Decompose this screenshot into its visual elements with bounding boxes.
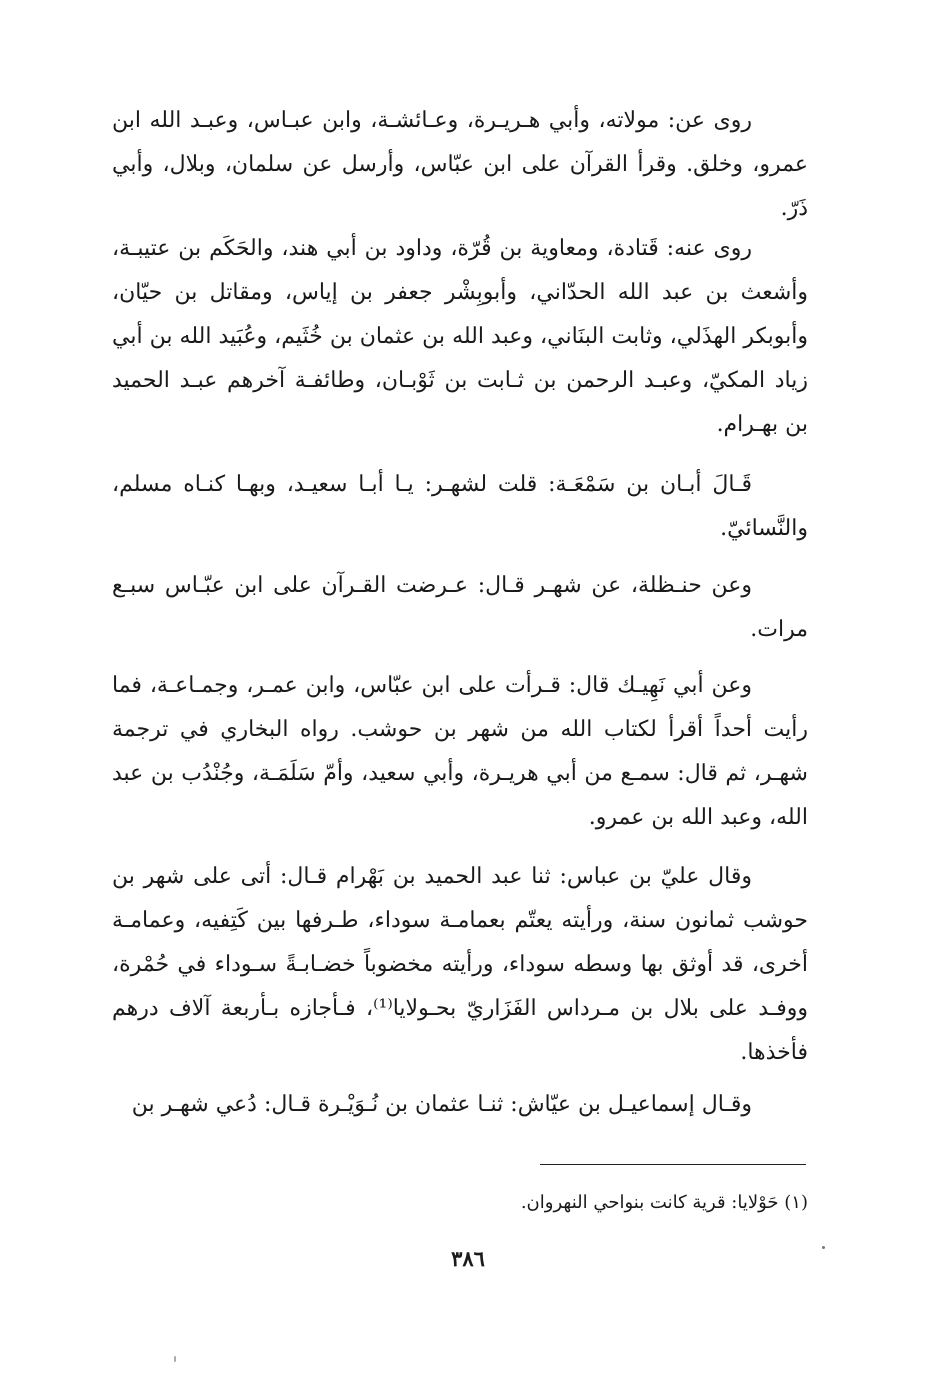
- paragraph-text: وقال عليّ بن عباس: ثنا عبد الحميد بن بَهْرام قـال: أتى على شهر بن حوشب ثمانون سنة، ورأيته يعتّم بعمامـة سوداء، طـرفها بين كَتِفيه، وعمامـة أخرى، قد أوثق بها وسطه سوداء، ورأيته مخضوباً خضـابـةً سـوداء في حُمْرة، ووفـد على بلال بن مـرداس الفَزَاريّ بحـولايا⁽¹⁾، فـأجازه بـأربعة آلاف درهم فأخذها.: [112, 864, 808, 1065]
- paragraph-narrated-by: [112, 227, 808, 447]
- paragraph-text: روى عنه: قَتادة، ومعاوية بن قُرّة، وداود بن أبي هند، والحَكَم بن عتيبـة، وأشعث بن عبد الله الحدّاني، وأبوبِشْر جعفر بن إياس، ومقاتل بن حيّان، وأبوبكر الهذَلي، وثابت البنَاني، وعبد الله بن عثمان بن خُثَيم، وعُبَيد الله بن أبي زياد المكيّ، وعبـد الرحمن بن ثـابت بن ثَوْبـان، وطائفـة آخرهم عبـد الحميد بن بهـرام.: [112, 236, 808, 437]
- paragraph-text: وعن حنـظلة، عن شهـر قـال: عـرضت القـرآن على ابن عبّـاس سبـع مرات.: [112, 573, 808, 642]
- page-number: ٣٨٦: [451, 1246, 485, 1271]
- paragraph-text: وعن أبي نَهِيـك قال: قـرأت على ابن عبّاس، وابن عمـر، وجمـاعـة، فما رأيت أحداً أقرأ لكتاب الله من شهر بن حوشب. رواه البخاري في ترجمة شهـر، ثم قال: سمـع من أبي هريـرة، وأبي سعيد، وأمّ سَلَمَـة، وجُنْدُب بن عبد الله، وعبد الله بن عمرو.: [112, 673, 808, 830]
- paragraph-text: روى عن: مولاته، وأبي هـريـرة، وعـائشـة، وابن عبـاس، وعبـد الله ابن عمرو، وخلق. وقرأ القرآن على ابن عبّاس، وأرسل عن سلمان، وبلال، وأبي ذَرّ.: [112, 108, 808, 221]
- scan-speck: [174, 1356, 176, 1362]
- scan-speck: [822, 1246, 825, 1249]
- paragraph-hanzala-quote: [112, 564, 808, 652]
- footnote: (١) حَوْلايا: قرية كانت بنواحي النهروان.: [520, 1192, 808, 1213]
- paragraph-narrated-from: [112, 99, 808, 231]
- paragraph-aban-quote: [112, 463, 808, 551]
- footnote-divider: [540, 1164, 806, 1165]
- paragraph-ali-quote: [112, 855, 808, 1075]
- paragraph-abu-nahik-quote: [112, 664, 808, 840]
- paragraph-text: قَـالَ أبـان بن سَمْعَـة: قلت لشهـر: يـا أبـا سعيـد، وبهـا كنـاه مسلم، والنَّسائيّ.: [112, 472, 808, 541]
- paragraph-text: وقـال إسماعيـل بن عيّاش: ثنـا عثمان بن نُـوَيْـرة قـال: دُعي شهـر بن: [131, 1092, 752, 1117]
- paragraph-ismail-quote: [112, 1083, 808, 1127]
